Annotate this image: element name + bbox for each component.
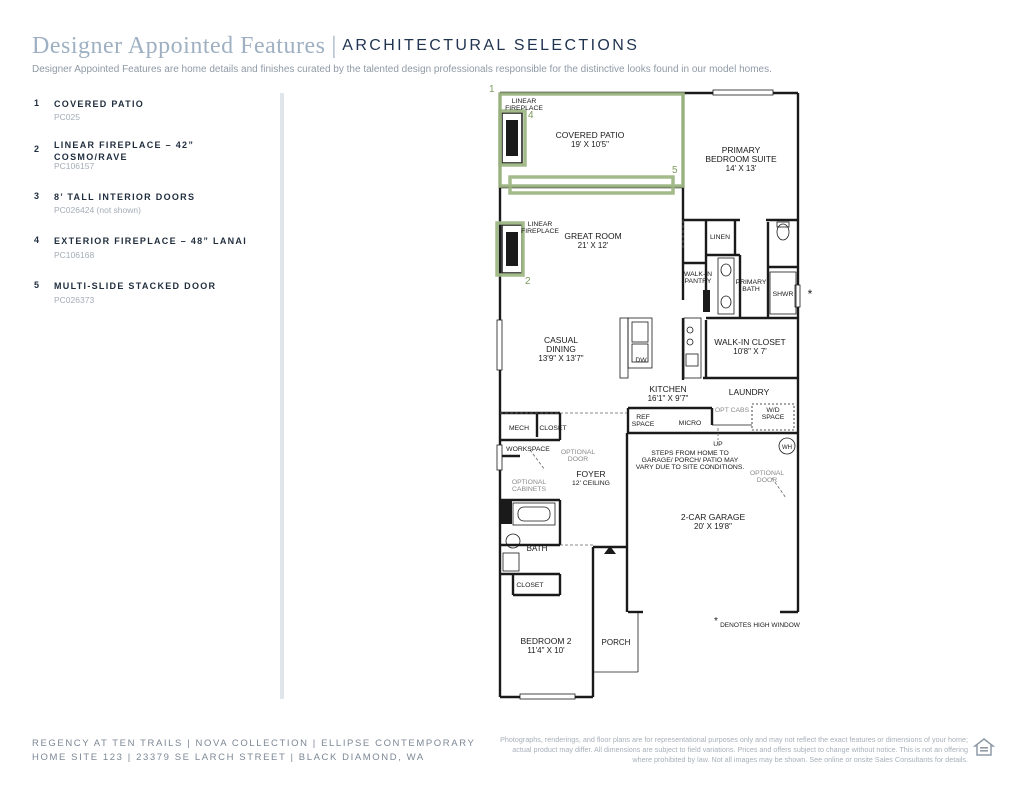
room-label: WH xyxy=(782,445,792,451)
room-label: OPTIONAL xyxy=(511,479,547,486)
title-separator: | xyxy=(331,33,337,59)
room-label: PRIMARY xyxy=(735,279,767,286)
room-label: DINING xyxy=(546,344,576,354)
room-label: WORKSPACE xyxy=(506,446,550,453)
room-label: SPACE xyxy=(761,414,785,421)
high-window-star: * xyxy=(714,616,718,627)
feature-code: PC026424 (not shown) xyxy=(54,205,141,215)
feature-code: PC025 xyxy=(54,112,80,122)
room-label: BATH xyxy=(742,286,760,293)
feature-name: EXTERIOR FIREPLACE – 48” LANAI xyxy=(54,236,248,246)
room-label: BATH xyxy=(526,544,548,553)
room-label: BEDROOM SUITE xyxy=(705,154,777,164)
room-label: CLOSET xyxy=(539,425,567,432)
feature-code: PC026373 xyxy=(54,295,95,305)
room-label: REF xyxy=(636,414,650,421)
room-label: CABINETS xyxy=(512,486,546,493)
page-subtitle: ARCHITECTURAL SELECTIONS xyxy=(342,37,640,54)
high-window-mark: * xyxy=(807,287,813,301)
room-label: WALK-IN xyxy=(683,271,713,278)
marker-1: 1 xyxy=(489,84,495,95)
room-label: GREAT ROOM xyxy=(564,231,622,241)
room-label: KITCHEN xyxy=(649,384,687,394)
feature-name: COVERED PATIO xyxy=(54,99,145,109)
room-label: 19' X 10'5" xyxy=(571,140,609,149)
room-label: 20' X 19'8" xyxy=(694,522,732,531)
feature-item xyxy=(34,139,264,175)
room-label: MECH xyxy=(508,425,530,432)
feature-number: 2 xyxy=(34,144,40,154)
steps-note: GARAGE/ PORCH/ PATIO MAY xyxy=(641,457,739,464)
room-label: CASUAL xyxy=(543,335,579,345)
room-label: PRIMARY xyxy=(721,145,761,155)
page-header xyxy=(32,33,639,60)
steps-note: VARY DUE TO SITE CONDITIONS. xyxy=(635,464,745,471)
room-label: OPTIONAL xyxy=(560,449,596,456)
feature-item xyxy=(34,191,264,221)
room-label: PANTRY xyxy=(684,278,712,285)
room-label: W/D xyxy=(766,407,780,414)
room-label: FIREPLACE xyxy=(521,228,559,235)
room-label: SHWR xyxy=(772,291,794,298)
room-label: LINEAR xyxy=(511,98,537,105)
room-label: LAUNDRY xyxy=(728,387,770,397)
equal-housing-icon xyxy=(973,737,995,759)
room-label: LINEAR xyxy=(527,221,553,228)
feature-name: MULTI-SLIDE STACKED DOOR xyxy=(54,281,217,291)
marker-5: 5 xyxy=(672,165,678,176)
feature-item xyxy=(34,280,264,310)
room-label: LINEN xyxy=(709,234,731,241)
feature-code: PC106168 xyxy=(54,250,95,260)
room-label: FOYER xyxy=(576,469,606,479)
room-label: 16'1" X 9'7" xyxy=(647,394,689,403)
disclaimer: Photographs, renderings, and floor plans are for representational purposes only and may not reflect the exact features or dimensions of your home; actual product may differ. All dimensions are subject to field variations. Prices and offers subject to change without notice. This is not an offering where prohibited by law. Not all images may be shown. See online or onsite Sales Consultants for details. xyxy=(500,735,968,764)
room-label: 11'4" X 10' xyxy=(527,646,565,655)
page-description: Designer Appointed Features are home details and finishes curated by the talented design professionals responsible for the distinctive looks found in our model homes. xyxy=(32,64,772,75)
high-window-note: DENOTES HIGH WINDOW xyxy=(720,622,800,629)
feature-number: 1 xyxy=(34,98,40,108)
room-label: FIREPLACE xyxy=(505,105,543,112)
feature-code: PC106157 xyxy=(54,161,95,171)
room-label: MICRO xyxy=(678,420,702,427)
room-label: CLOSET xyxy=(516,582,544,589)
room-label: DOOR xyxy=(567,456,589,463)
room-label: 2-CAR GARAGE xyxy=(680,512,746,522)
room-label: 10'8" X 7' xyxy=(733,347,767,356)
room-label: DW xyxy=(635,357,647,364)
room-label: DOOR xyxy=(756,477,778,484)
room-label: 21' X 12' xyxy=(577,241,609,250)
room-label: 12' CEILING xyxy=(572,480,610,487)
feature-item xyxy=(34,98,264,128)
room-label: WALK-IN CLOSET xyxy=(714,337,786,347)
room-label: UP xyxy=(713,441,723,448)
room-label: 14' X 13' xyxy=(725,164,757,173)
community-line: REGENCY AT TEN TRAILS | NOVA COLLECTION | ELLIPSE CONTEMPORARY xyxy=(32,738,476,749)
marker-2: 2 xyxy=(525,276,531,287)
feature-item xyxy=(34,235,264,265)
room-label: BEDROOM 2 xyxy=(520,636,572,646)
room-label: 13'9" X 13'7" xyxy=(538,354,584,363)
floor-plan xyxy=(480,80,820,705)
marker-4: 4 xyxy=(528,110,534,121)
feature-name: LINEAR FIREPLACE – 42” COSMO/RAVE xyxy=(54,140,195,162)
room-label: COVERED PATIO xyxy=(555,130,625,140)
feature-name: 8’ TALL INTERIOR DOORS xyxy=(54,192,196,202)
room-label: SPACE xyxy=(631,421,655,428)
room-label: OPTIONAL xyxy=(749,470,785,477)
feature-number: 5 xyxy=(34,280,40,290)
room-label: PORCH xyxy=(601,638,631,647)
steps-note: STEPS FROM HOME TO xyxy=(651,450,729,457)
feature-number: 3 xyxy=(34,191,40,201)
feature-number: 4 xyxy=(34,235,40,245)
room-label: OPT CABS xyxy=(714,407,750,414)
page-title: Designer Appointed Features xyxy=(32,33,326,59)
address-line: HOME SITE 123 | 23379 SE LARCH STREET | BLACK DIAMOND, WA xyxy=(32,752,425,763)
divider-bar xyxy=(280,93,284,699)
